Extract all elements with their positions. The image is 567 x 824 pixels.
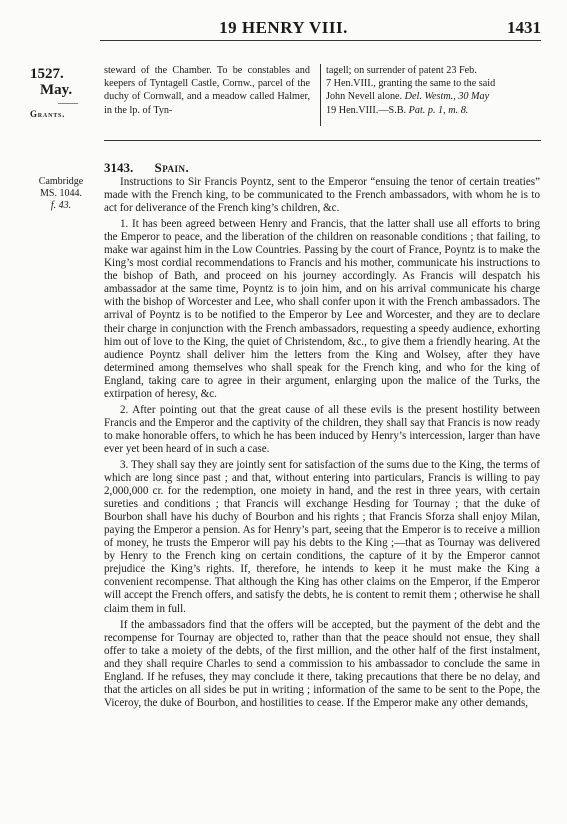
grants-line: Del. Westm., 30 May (404, 91, 490, 103)
grants-line: 19 Hen.VIII.—S.B. (326, 104, 407, 116)
margin-section-label: Grants. (30, 109, 66, 119)
grants-line: Pat. p. 1, m. 8. (408, 104, 469, 116)
paragraph-2: 2. After pointing out that the great cause of all these evils is the present hostility between Francis and the Emperor and the captivity of the children, they shall say that Francis is now ready to make honorable offers, to which he has been induced by Henry’s intercession, larger than have ever yet been heard of in such a case. (104, 403, 540, 455)
header-rule (100, 40, 541, 41)
paragraph-intro: Instructions to Sir Francis Poyntz, sent to the Emperor “ensuing the tenor of certain treaties” made with the French king, to be communicated to the French ambassadors, with whom he is to act for deliverance of the French king’s children, &c. (104, 176, 540, 215)
paragraph-1: 1. It has been agreed between Henry and Francis, that the latter shall use all efforts to bring the Emperor to peace, and the liberation of the children on reasonable conditions ; that failing, to make war against him in the Low Countries. Passing by the court of France, Poyntz is to make the King’s most cordial recommendations to Francis and his mother, communicate his instructions to the bishop of Bath, and proceed on his journey accordingly. As Francis will despatch his ambassador at the same time, Poyntz is to join him, and on his arrival communicate his charge with the bishop of Worcester and Lee, who shall confer upon it with the French ambassadors. The arrival of Poyntz is to be notified to the Emperor by Lee and Worcester, and they are to declare their charge in conjunction with the French ambassadors, requesting a speedy audience, exhorting him out of love to the King, the quiet of Christendom, &c., to give them a friendly hearing. At the audience Poyntz shall deliver him the letters from the King and Wolsey, after they have determined among themselves who shall speak for the French king, and who for the king of England, taking care to agree in their argument, enlarging upon the malice of the Turks, the extirpation of heresy, &c. (104, 218, 540, 400)
entry-body (104, 176, 540, 713)
entry-heading (104, 160, 189, 176)
paragraph-3: 3. They shall say they are jointly sent for satisfaction of the sums due to the King, the terms of which are long since past ; and that, without entering into particulars, Francis is willing to pay 2,000,000 cr. for the redemption, one moiety in hand, and the rest in three years, with certain sureties and conditions ; that Francis will exchange Hesding for Tournay ; that the duke of Bourbon shall have his duchy of Bourbon and his rights ; that Francis Sforza shall enjoy Milan, paying the Emperor a pension. As for Henry’s part, seeing that the Emperor is to receive a million of money, he trusts the Emperor will pay his debts to the King ;—that as Tournay was delivered by Henry to the French king on certain conditions, the capture of it by the Emperor cannot prejudice the King’s rights. If, therefore, he intends to keep it he must make the King a convenient recompense. That although the King has other claims on the Emperor, if the Emperor will accept the French offers, and satisfy the debts, he is content to remit them ; otherwise he shall claim them in full. (104, 458, 540, 615)
margin-year: 1527. (30, 66, 64, 82)
grants-line: John Nevell alone. (326, 91, 403, 103)
entry-number: 3143. (104, 160, 134, 175)
grants-column-right (326, 64, 540, 117)
margin-dash: —— (58, 98, 78, 109)
source-reference (26, 176, 96, 212)
entry-subject: Spain. (154, 160, 190, 175)
section-rule (104, 140, 541, 141)
source-line: f. 43. (50, 200, 72, 211)
margin-month: May. (40, 82, 73, 98)
grants-column-left: steward of the Chamber. To be constables and keepers of Tyntagell Castle, Cornw., parcel of the duchy of Cornwall, and a meadow called Halmer, in the lp. of Tyn- (104, 65, 310, 116)
grants-line: tagell; on surrender of patent 23 Feb. (326, 65, 477, 76)
grants-line: 7 Hen.VIII., granting the same to the said (326, 78, 496, 90)
source-line: MS. 1044. (40, 188, 82, 199)
source-line: Cambridge (38, 176, 84, 187)
page-number: 1431 (507, 18, 541, 37)
running-header (0, 18, 567, 40)
grants-divider (320, 64, 321, 126)
running-title: 19 HENRY VIII. (219, 18, 348, 37)
grants-block (104, 64, 540, 132)
paragraph-4: If the ambassadors find that the offers will be accepted, but the payment of the debt and the recompense for Tournay are objected to, rather than that the peace should not ensue, they shall offer to take a moiety of the debts, of the first million, and the other half of the first instalment, and they shall require Charles to send a commission to his ambassador to conclude the same in England. If he refuses, they may conclude it there, taking precautions that there be no delay, and that the articles on all sides be put in writing ; information of the same to be sent to the Pope, the Viceroy, the duke of Bourbon, and hostilities to cease. If the Emperor make any other demands, (104, 618, 540, 709)
